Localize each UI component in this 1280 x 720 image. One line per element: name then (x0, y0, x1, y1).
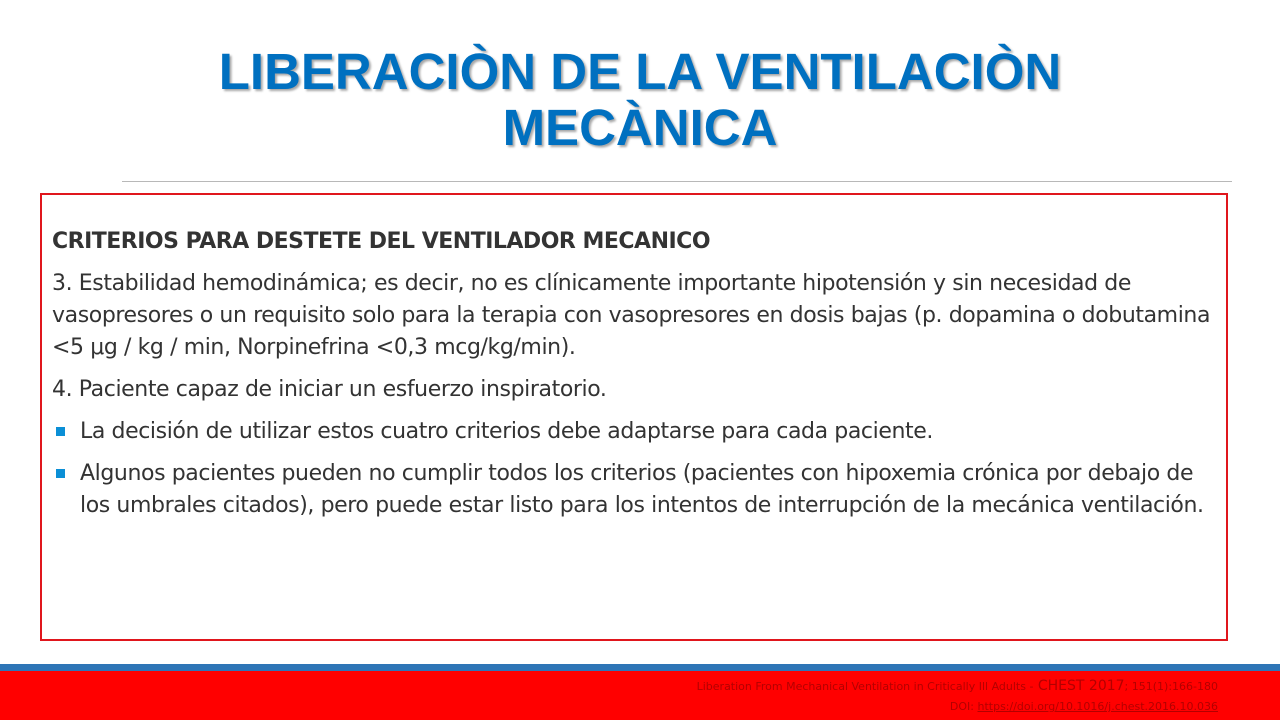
citation-journal: CHEST 2017 (1033, 678, 1125, 694)
criteria-heading: CRITERIOS PARA DESTETE DEL VENTILADOR MECANICO (52, 229, 711, 254)
citation-doi (697, 697, 1218, 717)
criterion-4: 4. Paciente capaz de iniciar un esfuerzo inspiratorio. (52, 377, 607, 402)
title-divider (122, 181, 1232, 182)
bullet-item (52, 416, 1222, 448)
citation-volume: ; 151(1):166-180 (1124, 680, 1218, 693)
criterion-3: 3. Estabilidad hemodinámica; es decir, no es clínicamente importante hipotensión y sin necesidad de vasopresores o un requisito solo para la terapia con vasopresores en dosis bajas (p. dopamina o dobutamina <5 μg / kg / min, Norpinefrina <0,3 mcg/kg/min). (52, 271, 1211, 360)
content-body (52, 226, 1222, 532)
bullet-text: Algunos pacientes pueden no cumplir todos los criterios (pacientes con hipoxemia crónica por debajo de los umbrales citados), pero puede estar listo para los intentos de interrupción de la mecánica ventilación. (80, 461, 1204, 518)
slide-title (0, 44, 1280, 156)
slide-title-line-2: MECÀNICA (502, 99, 778, 156)
slide-title-line-1: LIBERACIÒN DE LA VENTILACIÒN (218, 43, 1062, 100)
citation-reference (697, 676, 1218, 697)
square-bullet-icon (56, 427, 65, 436)
square-bullet-icon (56, 469, 65, 478)
bullet-item (52, 458, 1222, 522)
doi-label: DOI: (949, 700, 978, 713)
footer-blue-band (0, 664, 1280, 671)
citation (697, 676, 1218, 717)
bullet-text: La decisión de utilizar estos cuatro criterios debe adaptarse para cada paciente. (80, 419, 933, 444)
doi-link[interactable]: https://doi.org/10.1016/j.chest.2016.10.036 (977, 700, 1218, 713)
citation-article: Liberation From Mechanical Ventilation in Critically Ill Adults - (696, 680, 1034, 693)
